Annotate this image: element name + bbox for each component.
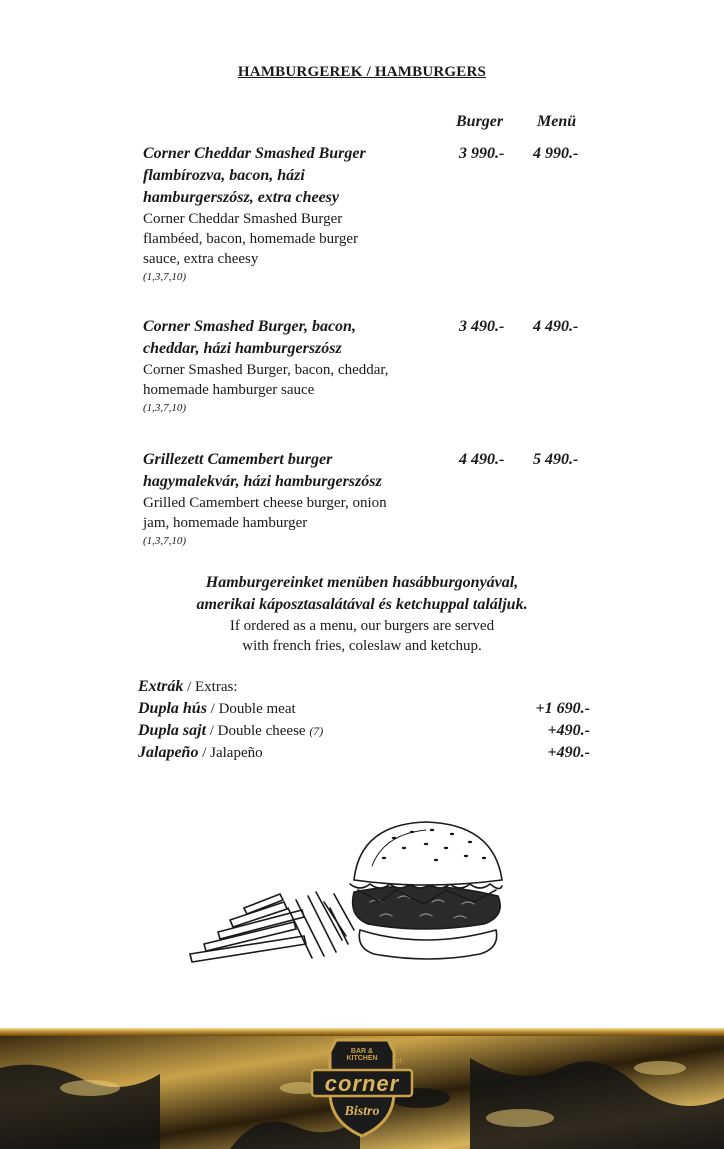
menu-note-line: If ordered as a menu, our burgers are served <box>229 618 495 634</box>
page-title: HAMBURGEREK / HAMBURGERS <box>237 64 487 80</box>
extra-price: +490.- <box>547 744 590 761</box>
extra-name-hu: Dupla hús <box>138 700 207 717</box>
extra-price: +1 690.- <box>535 700 590 717</box>
extras-row <box>138 698 590 720</box>
menu-note-line: amerikai káposztasalátával és ketchuppal találjuk. <box>196 596 528 613</box>
item-name-line: flambírozva, bacon, házi <box>143 167 305 184</box>
extra-name-hu: Dupla sajt <box>138 722 207 739</box>
item-desc-en <box>143 493 443 533</box>
footer-banner <box>0 1028 724 1149</box>
item-allergens: (1,3,7,10) <box>143 402 187 414</box>
item-name-line: hagymalekvár, házi hamburgerszósz <box>143 473 382 490</box>
menu-item <box>143 143 603 285</box>
extras-header <box>138 676 590 698</box>
item-name-line: hamburgerszósz, extra cheesy <box>143 189 340 206</box>
menu-item <box>143 316 603 416</box>
price-menu: 4 490.- <box>533 318 579 335</box>
price-menu: 4 990.- <box>533 145 579 162</box>
item-desc-line: Corner Smashed Burger, bacon, cheddar, <box>143 362 389 378</box>
burger-fries-illustration <box>184 818 514 978</box>
item-name-hu <box>143 143 443 209</box>
extras-row <box>138 742 590 764</box>
logo-main-text: corner <box>324 1071 400 1096</box>
item-allergens: (1,3,7,10) <box>143 271 187 283</box>
item-name-line: Corner Cheddar Smashed Burger <box>143 145 366 162</box>
item-desc-line: flambéed, bacon, homemade burger <box>143 231 359 247</box>
item-desc-line: sauce, extra cheesy <box>143 251 259 267</box>
item-name-hu <box>143 449 443 493</box>
item-name-line: Grillezett Camembert burger <box>143 451 333 468</box>
price-burger: 3 490.- <box>459 318 505 335</box>
item-name-line: cheddar, házi hamburgerszósz <box>143 340 342 357</box>
corner-bistro-logo <box>306 1032 418 1144</box>
price-burger: 4 490.- <box>459 451 505 468</box>
item-desc-line: jam, homemade hamburger <box>143 515 308 531</box>
logo-sub-text: Bistro <box>344 1104 380 1119</box>
menu-note-line: with french fries, coleslaw and ketchup. <box>242 638 482 654</box>
extras-section <box>138 676 590 764</box>
item-desc-line: homemade hamburger sauce <box>143 382 315 398</box>
extra-name-en: / Double cheese <box>209 723 306 739</box>
column-header-burger: Burger <box>456 113 504 130</box>
menu-item <box>143 449 603 549</box>
logo-mark: 1st <box>392 1058 402 1065</box>
menu-note-en <box>0 616 724 656</box>
extra-name-en: / Jalapeño <box>202 745 263 761</box>
extra-allergen: (7) <box>309 724 324 738</box>
extra-name-hu: Jalapeño <box>138 744 199 761</box>
menu-note-line: Hamburgereinket menüben hasábburgonyával, <box>205 574 519 591</box>
item-desc-line: Corner Cheddar Smashed Burger <box>143 211 343 227</box>
extras-row <box>138 720 590 742</box>
item-desc-en <box>143 209 443 269</box>
extra-name-en: / Double meat <box>210 701 296 717</box>
item-name-hu <box>143 316 443 360</box>
menu-note <box>0 572 724 656</box>
column-header-menu: Menü <box>537 113 577 130</box>
item-desc-en <box>143 360 443 400</box>
item-allergens: (1,3,7,10) <box>143 535 187 547</box>
menu-note-hu <box>0 572 724 616</box>
extra-price: +490.- <box>547 722 590 739</box>
item-name-line: Corner Smashed Burger, bacon, <box>143 318 356 335</box>
price-menu: 5 490.- <box>533 451 579 468</box>
price-burger: 3 990.- <box>459 145 505 162</box>
extras-header-en: / Extras: <box>187 679 238 695</box>
extras-header-hu: Extrák <box>138 678 184 695</box>
logo-top-text: BAR & KITCHEN <box>346 1048 378 1062</box>
item-desc-line: Grilled Camembert cheese burger, onion <box>143 495 387 511</box>
burger-illustration-icon <box>184 818 514 973</box>
